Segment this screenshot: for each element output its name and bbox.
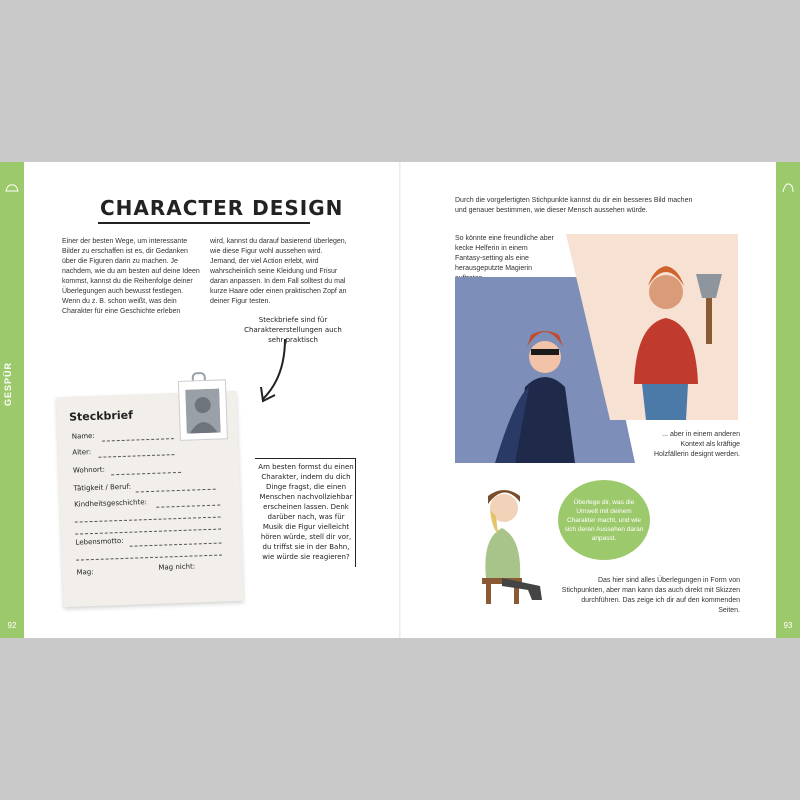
field-dislikes: Mag nicht: xyxy=(158,562,196,572)
field-line xyxy=(75,528,221,535)
caption-mage: So könnte eine freundliche aber kecke Helferin in einem Fantasy-setting als eine herausgeputzte Magierin xyxy=(455,235,554,272)
field-line xyxy=(98,453,174,458)
page-number-right: 93 xyxy=(783,621,793,630)
right-edge-tab xyxy=(776,162,800,638)
girl-on-stool-illustration xyxy=(462,468,558,606)
field-motto: Lebensmotto: xyxy=(75,536,124,547)
field-age: Alter: xyxy=(72,448,92,457)
field-line xyxy=(102,437,174,442)
page-title: CHARACTER DESIGN xyxy=(100,196,344,220)
title-underline xyxy=(98,222,310,224)
cat-doodle-icon xyxy=(3,178,21,196)
card-title: Steckbrief xyxy=(68,408,134,424)
caption-lumberjack: ... aber in einem anderen Kontext als kräftige Holzfällerin designt werden. xyxy=(654,431,740,458)
field-line xyxy=(136,488,216,493)
field-residence: Wohnort: xyxy=(72,465,106,475)
field-line xyxy=(76,554,222,561)
photo-placeholder xyxy=(178,379,228,441)
body-column-1: Einer der besten Wege, um interessante Bilder zu erschaffen ist es, dir Gedanken über die Figuren darin zu machen. Je nachdem, wie du am besten auf deine Ideen kommst, kannst du die Reihenfolge deiner Überlegungen auch bewusst festlegen. Wenn du z. B. schon weißt, was dein Charakter für eine Geschichte erleben xyxy=(62,238,200,315)
gutter xyxy=(399,162,401,638)
handwritten-note-box: Am besten formst du einen Charakter, indem du dich Dinge fragst, die einen Menschen nachvollziehbar erscheinen lassen. Denk darüber nach, was für Musik die Figur vielleicht hören würde, stell dir vor, du triffst sie in der Bahn, wie würde sie reagieren? xyxy=(258,463,354,561)
speech-bubble-text: Überlege dir, was die Umwelt mit deinem Charakter macht, und wie sich deren Aussehen daran anpasst. xyxy=(564,498,644,542)
field-line xyxy=(111,471,181,475)
handwritten-note-top: Steckbriefe sind für Charaktererstellungen auch sehr praktisch xyxy=(244,316,342,344)
field-line xyxy=(130,542,222,547)
field-likes: Mag: xyxy=(76,568,94,577)
field-line xyxy=(75,516,221,523)
field-occupation: Tätigkeit / Beruf: xyxy=(73,482,132,493)
book-spread xyxy=(0,162,800,638)
field-name: Name: xyxy=(71,431,95,441)
right-intro-text: Durch die vorgefertigten Stichpunkte kannst du dir ein besseres Bild machen und genauer bestimmen, wie dieser Mensch aussehen würde. xyxy=(455,197,693,214)
body-column-2: wird, kannst du darauf basierend überlegen, wie diese Figur wohl aussehen wird. Jemand, der viel Action erlebt, wird wahrscheinlich seine Kleidung und Frisur daran anpassen. In dem Fall solltest du mal kurze Haare oder einen praktischen Zopf an deiner Figur testen. xyxy=(210,238,347,305)
lumberjack-illustration xyxy=(566,234,738,420)
speech-bubble xyxy=(558,480,650,560)
creature-doodle-icon xyxy=(779,178,797,196)
page-number-left: 92 xyxy=(7,621,17,630)
person-silhouette-icon xyxy=(185,389,221,434)
section-label: GESPÜR xyxy=(3,362,13,407)
arrow-icon xyxy=(255,337,295,407)
caption-sketches: Das hier sind alles Überlegungen in Form von Stichpunkten, aber man kann das auch direkt mit Skizzen durchführen. Das zeige ich dir auf den kommenden Seiten. xyxy=(561,577,740,614)
field-line xyxy=(156,504,220,508)
profile-card xyxy=(56,391,243,607)
field-childhood: Kindheitsgeschichte: xyxy=(74,498,148,509)
left-edge-tab xyxy=(0,162,24,638)
